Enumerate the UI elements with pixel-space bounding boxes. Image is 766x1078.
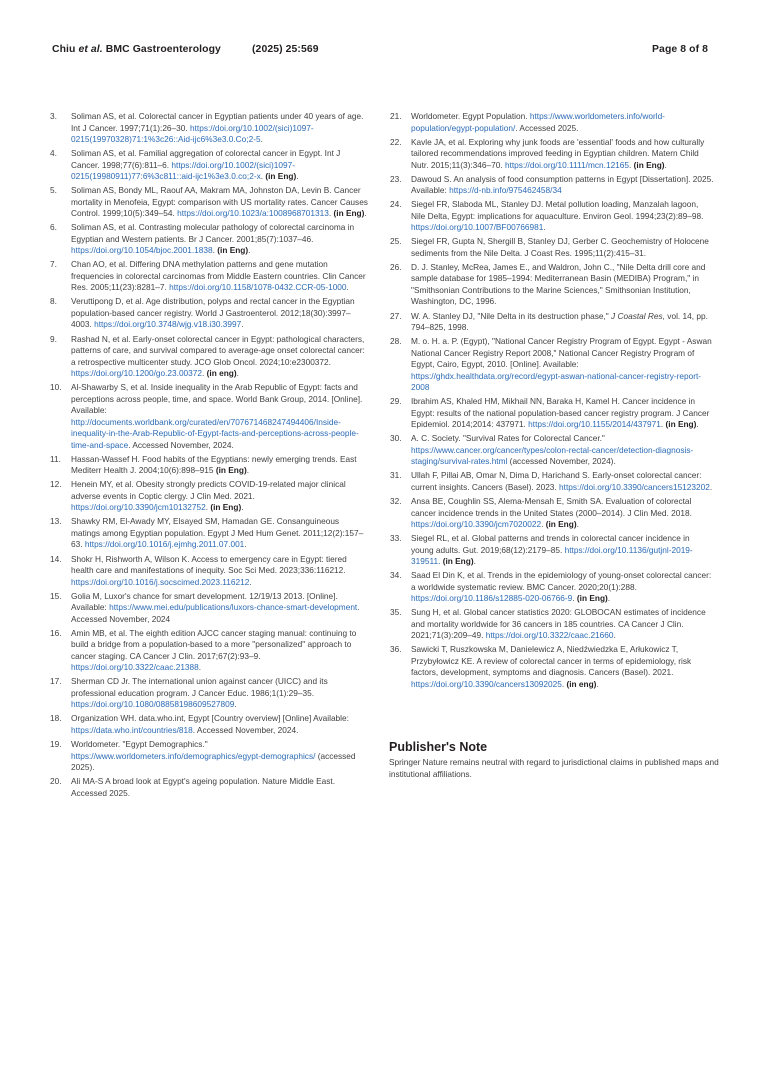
reference-link[interactable]: https://doi.org/10.1200/go.23.00372 <box>71 368 203 379</box>
reference-segment: Siegel FR, Slaboda ML, Stanley DJ. Metal pollution loading, Manzalah lagoon, Nile Delta, Egypt: implications for aquaculture. Environ Geol. 1994;23(2):89–98. <box>411 199 704 221</box>
reference-segment: . <box>198 662 202 673</box>
reference-segment: Organization WH. data.who.int, Egypt [Country overview] [Online] Available: <box>71 713 349 724</box>
reference-item <box>50 516 368 551</box>
reference-segment: . <box>296 171 299 182</box>
reference-segment: . <box>438 556 443 567</box>
reference-link[interactable]: https://doi.org/10.3390/cancers13092025 <box>411 678 562 689</box>
reference-item <box>50 479 368 514</box>
reference-number: 25. <box>390 236 402 247</box>
publisher-note-body: Springer Nature remains neutral with regard to jurisdictional claims in published maps and institutional affiliations. <box>389 757 719 779</box>
reference-segment: Kavle JA, et al. Exploring why junk foods are 'essential' foods and how culturally tailored recommendations improved feeding in Egyptian children. Matern Child Nutr. 2015;11(3):346–70. <box>411 136 705 170</box>
reference-segment: Soliman AS, Bondy ML, Raouf AA, Makram MA, Johnston DA, Levin B. Cancer mortality in Menofeia, Egypt: comparison with US mortality rates. Cancer Causes Control. 1999;10(5):349–54. <box>71 185 368 219</box>
reference-item <box>50 739 368 774</box>
reference-item <box>390 496 714 531</box>
reference-number: 4. <box>50 148 57 159</box>
reference-item <box>390 644 714 690</box>
reference-text <box>71 111 368 146</box>
reference-link[interactable]: https://doi.org/10.1054/bjoc.2001.1838 <box>71 245 213 256</box>
reference-text <box>71 676 368 711</box>
reference-link[interactable]: https://doi.org/10.1016/j.ejmhg.2011.07.001 <box>84 539 245 550</box>
reference-segment: . <box>246 465 250 476</box>
reference-number: 8. <box>50 296 57 307</box>
reference-link[interactable]: https://www.worldometers.info/demographics/egypt-demographics/ <box>71 750 316 761</box>
reference-number: 24. <box>390 199 402 210</box>
reference-number: 3. <box>50 111 57 121</box>
reference-segment: . <box>244 539 247 550</box>
reference-segment: Ali MA-S A broad look at Egypt's ageing population. Nature Middle East. Accessed 2025. <box>71 776 336 798</box>
language-tag: (in eng) <box>206 368 237 379</box>
article-citation: (2025) 25:569 <box>252 44 319 55</box>
reference-item <box>50 591 368 626</box>
reference-link[interactable]: https://doi.org/10.3322/caac.21660 <box>485 630 614 641</box>
reference-link[interactable]: https://doi.org/10.1111/mcn.12165 <box>504 159 630 170</box>
reference-segment: Ansa BE, Coughlin SS, Alema-Mensah E, Smith SA. Evaluation of colorectal cancer incidence trends in the United States (2000–2014). J Clin Med. 2018. <box>411 496 692 518</box>
reference-text <box>71 739 368 774</box>
reference-number: 32. <box>390 496 402 507</box>
reference-segment: Soliman AS, et al. Familial aggregation of colorectal cancer in Egypt. Int J Cancer. 1998;77(6):811–6. <box>71 148 341 170</box>
reference-number: 13. <box>50 516 62 527</box>
reference-segment: M. o. H. a. P. (Egypt), "National Cancer Registry Program of Egypt. Egypt - Aswan National Cancer Registry Report 2008," National Cancer Registry Program of Egypt, Cairo, Egypt, 2010. [Online]. Available: <box>411 336 712 370</box>
reference-item <box>50 713 368 736</box>
reference-segment: . <box>234 699 237 710</box>
publisher-note-title: Publisher's Note <box>389 740 488 754</box>
reference-link[interactable]: https://doi.org/10.1186/s12885-020-06766-9 <box>411 593 573 604</box>
references-right-column <box>390 111 714 693</box>
language-tag: (in eng) <box>566 678 597 689</box>
reference-segment: . <box>596 678 599 689</box>
reference-segment: A. C. Society. "Survival Rates for Colorectal Cancer." <box>411 433 605 444</box>
reference-item <box>390 262 714 308</box>
reference-number: 28. <box>390 336 402 347</box>
reference-segment: (accessed November, 2024). <box>507 456 616 467</box>
page-number: Page 8 of 8 <box>652 44 708 55</box>
reference-segment: Veruttipong D, et al. Age distribution, polyps and rectal cancer in the Egyptian population-based cancer registry. World J Gastroenterol. 2012;18(30):3997–4003. <box>71 296 355 330</box>
reference-number: 11. <box>50 453 61 464</box>
reference-item <box>390 396 714 431</box>
reference-segment: . <box>576 519 579 530</box>
reference-text <box>411 533 714 568</box>
reference-number: 36. <box>390 644 402 655</box>
reference-item <box>50 628 368 674</box>
reference-segment: Shokr H, Rishworth A, Wilson K. Access to emergency care in Egypt: tiered health care and manifestations of inequity. Soc Sci Med. 2023;336:116212. <box>71 553 347 576</box>
reference-segment: . <box>241 502 244 513</box>
reference-item <box>50 382 368 451</box>
reference-text <box>71 628 368 674</box>
reference-link[interactable]: https://doi.org/10.3390/cancers15123202 <box>559 481 710 492</box>
reference-segment: . <box>709 481 713 492</box>
reference-number: 31. <box>390 470 402 481</box>
reference-number: 9. <box>50 333 57 344</box>
reference-text <box>411 236 714 259</box>
reference-segment: . <box>629 159 634 170</box>
reference-link[interactable]: https://doi.org/10.1007/BF00766981 <box>411 222 544 233</box>
et-al: et al. <box>78 44 103 55</box>
reference-number: 20. <box>50 776 62 787</box>
reference-link[interactable]: https://doi.org/10.1136/gutjnl-2019-319511 <box>411 544 693 567</box>
reference-segment: Ullah F, Pillai AB, Omar N, Dima D, Harichand S. Early-onset colorectal cancer: current insights. Cancers (Basel). 2023. <box>411 470 702 492</box>
reference-segment: . <box>260 171 266 182</box>
reference-segment: . Accessed November, 2024 <box>71 602 360 624</box>
reference-number: 5. <box>50 185 57 196</box>
reference-text <box>411 311 714 334</box>
reference-link[interactable]: https://doi.org/10.1016/j.socscimed.2023.116212 <box>71 576 250 587</box>
reference-segment: . <box>346 282 349 293</box>
reference-item <box>390 311 714 334</box>
language-tag: (in Eng) <box>576 593 608 604</box>
reference-segment: Al-Shawarby S, et al. Inside inequality in the Arab Republic of Egypt: facts and perceptions across people, time, and space. World Bank Group, 2014. [Online]. Available: <box>71 382 363 416</box>
reference-number: 16. <box>50 627 62 638</box>
reference-text <box>411 607 714 642</box>
reference-text <box>411 496 714 531</box>
reference-item <box>50 259 368 294</box>
reference-segment: . <box>205 502 211 513</box>
reference-number: 7. <box>50 259 57 270</box>
reference-segment: . <box>260 134 263 144</box>
journal-reference <box>52 44 221 55</box>
language-tag: (in Eng) <box>442 556 474 567</box>
language-tag: (in Eng) <box>333 208 365 219</box>
language-tag: (in Eng) <box>545 519 577 530</box>
reference-item <box>390 607 714 642</box>
reference-item <box>390 336 714 394</box>
reference-text <box>71 713 368 736</box>
reference-segment: . Accessed 2025. <box>515 122 579 133</box>
reference-link[interactable]: https://d-nb.info/975462458/34 <box>449 185 562 196</box>
journal-name: BMC Gastroenterology <box>102 44 221 55</box>
reference-segment: Soliman AS, et al. Colorectal cancer in Egyptian patients under 40 years of age. Int J Cancer. 1997;71(1):26–30. <box>71 111 364 133</box>
reference-text <box>71 148 368 183</box>
author-name: Chiu <box>52 44 79 55</box>
reference-segment: Hassan-Wassef H. Food habits of the Egyptians: newly emerging trends. East Mediterr Health J. 2004;10(6):898–915 <box>71 453 357 476</box>
reference-item <box>390 236 714 259</box>
reference-segment: . <box>241 319 244 330</box>
reference-number: 33. <box>390 533 402 544</box>
reference-segment: Rashad N, et al. Early-onset colorectal cancer in Egypt: pathological characters, patterns of care, and survival compared to average-age onset colorectal cancer: a retrospective multicenter study. JCO Glob Oncol. 2024;10:e2300372. <box>71 333 365 367</box>
reference-text <box>411 137 714 172</box>
reference-link[interactable]: https://doi.org/10.1002/(sici)1097-0215(19970328)71:1%3c26::Aid-ijc6%3e3.0.Co;2-5 <box>71 122 314 144</box>
publisher-note-section <box>389 740 719 780</box>
reference-segment: Sherman CD Jr. The international union against cancer (UICC) and its professional education program. J Cancer Educ. 1986;1(1):29–35. <box>71 676 328 698</box>
reference-number: 29. <box>390 396 402 407</box>
reference-text <box>71 516 368 551</box>
reference-item <box>50 454 368 477</box>
reference-number: 22. <box>390 136 402 147</box>
reference-segment: . <box>541 519 546 530</box>
reference-segment: (accessed 2025). <box>71 750 356 772</box>
reference-link[interactable]: https://doi.org/10.3322/caac.21388 <box>71 662 199 673</box>
reference-item <box>50 222 368 257</box>
reference-item <box>390 199 714 234</box>
reference-link[interactable]: https://www.cancer.org/cancer/types/colon-rectal-cancer/detection-diagnosis-staging/survival-rates.html <box>411 444 694 467</box>
reference-item <box>50 776 368 799</box>
reference-text <box>71 334 368 380</box>
reference-segment: Henein MY, et al. Obesity strongly predicts COVID-19-related major clinical adverse events in Coptic clergy. J Clin Med. 2021. <box>71 479 346 501</box>
reference-number: 19. <box>50 739 62 749</box>
reference-item <box>390 137 714 172</box>
reference-link[interactable]: https://www.worldometers.info/world-population/egypt-population/ <box>411 111 665 133</box>
reference-text <box>411 644 714 690</box>
reference-text <box>411 470 714 493</box>
reference-text <box>71 454 368 477</box>
reference-link[interactable]: https://doi.org/10.1002/(sici)1097-0215(19980911)77:6%3c811::aid-ijc1%3e3.0.co;2-x <box>71 159 296 182</box>
reference-item <box>50 554 368 589</box>
reference-item <box>390 174 714 197</box>
reference-segment: . <box>473 556 476 567</box>
reference-text <box>411 396 714 431</box>
reference-segment: . <box>543 222 546 233</box>
reference-item <box>50 185 368 220</box>
reference-segment: . <box>328 208 334 219</box>
reference-segment: . <box>212 245 218 256</box>
language-tag: (in Eng) <box>217 245 249 256</box>
reference-number: 10. <box>50 382 62 393</box>
reference-number: 6. <box>50 222 57 233</box>
reference-link[interactable]: http://documents.worldbank.org/curated/en/707671468247494406/Inside-inequality-in-the-Arab-Republic-of-Egypt-facts-and-perceptions-across-people-time-and-space <box>71 416 359 450</box>
reference-link[interactable]: https://data.who.int/countries/818 <box>71 724 193 735</box>
reference-segment: Golia M, Luxor's chance for smart development. 12/19/13 2013. [Online]. Available: <box>71 590 338 613</box>
reference-segment: Worldometer. Egypt Population. <box>411 111 530 121</box>
reference-text <box>71 185 368 220</box>
reference-segment: . <box>696 419 699 430</box>
reference-segment: Amin MB, et al. The eighth edition AJCC cancer staging manual: continuing to build a bridge from a population-based to a more "personalized" approach to cancer staging. CA Cancer J Clin. 2017;67(2):93–9. <box>71 627 357 661</box>
reference-text <box>411 262 714 308</box>
reference-segment: Saad El Din K, et al. Trends in the epidemiology of young-onset colorectal cancer: a worldwide systematic review. BMC Cancer. 2020;20(1):288. <box>411 570 712 592</box>
reference-item <box>50 676 368 711</box>
reference-segment: . <box>202 368 207 379</box>
reference-segment: Sawicki T, Ruszkowska M, Danielewicz A, Niedźwiedzka E, Arłukowicz T, Przybyłowicz KE. A review of colorectal cancer in terms of epidemiology, risk factors, development, symptoms and diagnosis. Cancers (Basel). 2021. <box>411 644 692 678</box>
reference-link[interactable]: https://doi.org/10.3748/wjg.v18.i30.3997 <box>94 319 242 330</box>
reference-number: 17. <box>50 676 62 687</box>
reference-segment: . <box>248 245 251 256</box>
reference-segment: Ibrahim AS, Khaled HM, Mikhail NN, Baraka H, Kamel H. Cancer incidence in Egypt: results of the national population-based cancer registry program. J Cancer Epidemiol. 2014;2014: 437971. <box>411 396 710 430</box>
reference-segment: Soliman AS, et al. Contrasting molecular pathology of colorectal carcinoma in Egyptian and Western patients. Br J Cancer. 2001;85(7):1037–46. <box>71 222 355 244</box>
reference-segment: . <box>660 419 666 430</box>
reference-segment: . <box>607 593 611 604</box>
reference-text <box>71 591 368 626</box>
reference-number: 15. <box>50 590 62 601</box>
reference-link[interactable]: https://doi.org/10.3390/jcm10132752 <box>71 502 206 513</box>
reference-number: 35. <box>390 607 402 618</box>
reference-segment: . <box>664 159 667 170</box>
reference-link[interactable]: https://doi.org/10.1158/1078-0432.CCR-05-1000 <box>169 282 347 293</box>
reference-segment: . Accessed November, 2024. <box>128 439 234 450</box>
reference-text <box>411 570 714 605</box>
reference-link[interactable]: https://doi.org/10.1155/2014/437971 <box>528 419 661 430</box>
reference-text <box>71 222 368 257</box>
reference-item <box>390 570 714 605</box>
reference-link[interactable]: https://ghdx.healthdata.org/record/egypt-aswan-national-cancer-registry-report-2008 <box>411 370 702 393</box>
reference-number: 30. <box>390 433 402 444</box>
reference-text <box>411 336 714 394</box>
reference-link[interactable]: https://doi.org/10.1023/a:1008968701313 <box>177 208 329 219</box>
reference-text <box>411 174 714 197</box>
language-tag: (in Eng) <box>633 159 665 170</box>
reference-text <box>71 259 368 294</box>
reference-segment: Chan AO, et al. Differing DNA methylation patterns and gene mutation frequencies in colorectal carcinomas from Middle Eastern countries. Clin Cancer Res. 2005;11(23):8281–7. <box>71 259 366 293</box>
reference-segment: . <box>561 678 567 689</box>
reference-number: 21. <box>390 111 402 121</box>
reference-segment: . <box>364 208 367 219</box>
reference-number: 14. <box>50 553 62 564</box>
reference-text <box>71 479 368 514</box>
reference-number: 23. <box>390 173 402 184</box>
reference-segment: . <box>572 593 577 604</box>
language-tag: (in Eng) <box>665 419 697 430</box>
reference-segment: Shawky RM, El-Awady MY, Elsayed SM, Hamadan GE. Consanguineous matings among Egyptian population. Egypt J Med Hum Genet. 2011;12(2):157–63. <box>71 516 364 550</box>
reference-segment: W. A. Stanley DJ, "Nile Delta in its destruction phase," <box>411 310 612 321</box>
reference-number: 34. <box>390 570 402 581</box>
language-tag: (in Eng) <box>210 502 242 513</box>
reference-text <box>411 111 714 134</box>
reference-segment: . <box>236 368 239 379</box>
reference-link[interactable]: https://www.mei.edu/publications/luxors-chance-smart-development <box>109 602 358 613</box>
reference-segment: vol. 14, pp. 794–825, 1998. <box>411 310 708 333</box>
reference-link[interactable]: https://doi.org/10.3390/jcm7020022 <box>411 519 542 530</box>
reference-segment: Dawoud S. An analysis of food consumption patterns in Egypt [Dissertation]. 2025. Available: <box>411 173 714 196</box>
reference-link[interactable]: https://doi.org/10.1080/08858198609527809 <box>71 699 235 710</box>
running-header <box>52 44 708 60</box>
reference-item <box>390 433 714 468</box>
reference-item <box>390 470 714 493</box>
reference-segment: D. J. Stanley, McRea, James E., and Waldron, John C., "Nile Delta drill core and sample database for 1985–1994: Mediterranean Basin (MEDIBA) Program," in "Smithsonian Contributions to the Marine Sciences," Smithsonian Institution, Washington, DC, 1996. <box>411 261 706 307</box>
reference-text <box>71 554 368 589</box>
reference-text <box>411 199 714 234</box>
reference-number: 27. <box>390 310 402 321</box>
reference-segment: Worldometer. "Egypt Demographics." <box>71 739 208 749</box>
language-tag: (in Eng) <box>265 171 297 182</box>
reference-number: 26. <box>390 261 402 272</box>
reference-segment: . <box>613 630 616 641</box>
reference-item <box>50 334 368 380</box>
reference-number: 18. <box>50 713 62 724</box>
reference-item <box>390 111 714 134</box>
reference-journal: J Coastal Res, <box>611 310 665 321</box>
reference-segment: . <box>249 576 252 587</box>
references-left-column <box>50 111 368 802</box>
reference-item <box>50 148 368 183</box>
reference-segment: Siegel FR, Gupta N, Shergill B, Stanley DJ, Gerber C. Geochemistry of Holocene sediments from the Nile Delta. J Coast Res. 1995;11(2):415–31. <box>411 236 709 258</box>
reference-segment: Sung H, et al. Global cancer statistics 2020: GLOBOCAN estimates of incidence and mortality worldwide for 36 cancers in 185 countries. CA Cancer J Clin. 2021;71(3):209–49. <box>411 607 706 641</box>
reference-segment: . Accessed November, 2024. <box>192 724 299 735</box>
reference-text <box>411 433 714 468</box>
reference-segment: Siegel RL, et al. Global patterns and trends in colorectal cancer incidence in young adults. Gut. 2019;68(12):2179–85. <box>411 533 690 555</box>
reference-text <box>71 296 368 331</box>
reference-item <box>50 296 368 331</box>
language-tag: (in Eng) <box>215 465 247 476</box>
reference-text <box>71 776 368 799</box>
reference-item <box>390 533 714 568</box>
reference-item <box>50 111 368 146</box>
reference-number: 12. <box>50 479 62 490</box>
reference-text <box>71 382 368 451</box>
